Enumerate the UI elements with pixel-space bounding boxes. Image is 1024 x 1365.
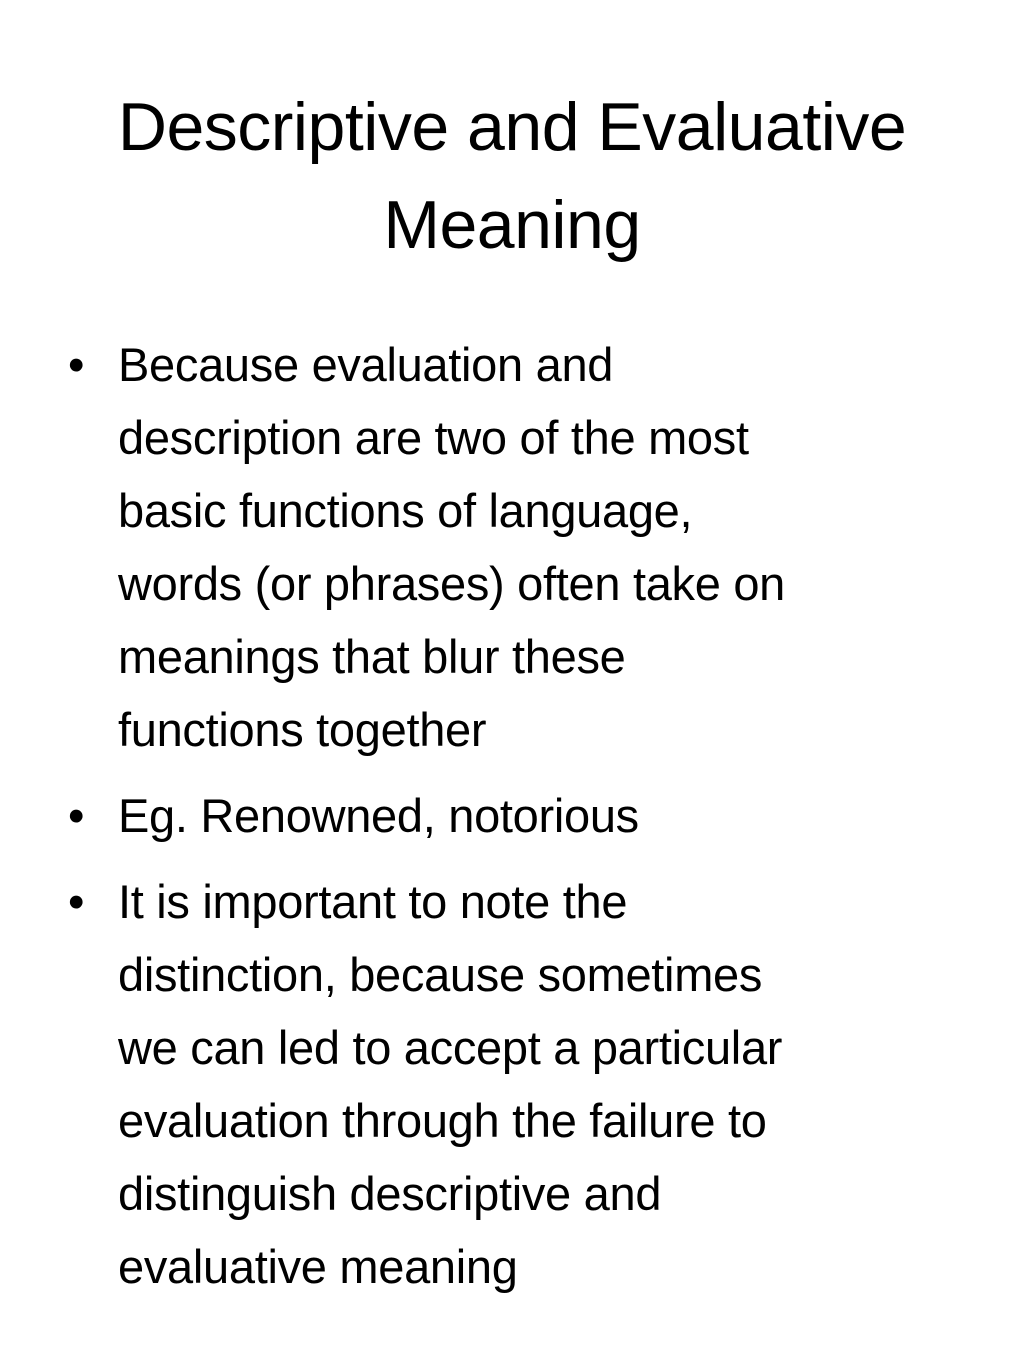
bullet-3-line-4: evaluation through the failure to <box>118 1094 767 1147</box>
bullet-3-line-3: we can led to accept a particular <box>118 1021 783 1074</box>
bullet-1-line-6: functions together <box>118 703 487 756</box>
bullet-2-line-1: Eg. Renowned, notorious <box>118 789 639 842</box>
bullet-dot-icon: • <box>68 789 85 842</box>
slide-title-line-1: Descriptive and Evaluative <box>117 89 907 165</box>
bullet-1-line-2: description are two of the most <box>118 411 749 464</box>
bullet-item <box>60 865 960 1303</box>
bullet-3-line-5: distinguish descriptive and <box>118 1167 662 1220</box>
bullet-list <box>60 328 960 1316</box>
bullet-1-line-5: meanings that blur these <box>118 630 626 683</box>
bullet-1-line-4: words (or phrases) often take on <box>118 557 786 610</box>
bullet-item <box>60 779 960 852</box>
bullet-1-line-3: basic functions of language, <box>118 484 693 537</box>
bullet-3-line-2: distinction, because sometimes <box>118 948 763 1001</box>
bullet-3-line-6: evaluative meaning <box>118 1240 518 1293</box>
bullet-item <box>60 328 960 766</box>
bullet-dot-icon: • <box>68 338 85 391</box>
slide-title <box>40 78 984 274</box>
slide-title-line-2: Meaning <box>383 187 641 263</box>
bullet-3-line-1: It is important to note the <box>118 875 628 928</box>
bullet-dot-icon: • <box>68 875 85 928</box>
bullet-1-line-1: Because evaluation and <box>118 338 614 391</box>
